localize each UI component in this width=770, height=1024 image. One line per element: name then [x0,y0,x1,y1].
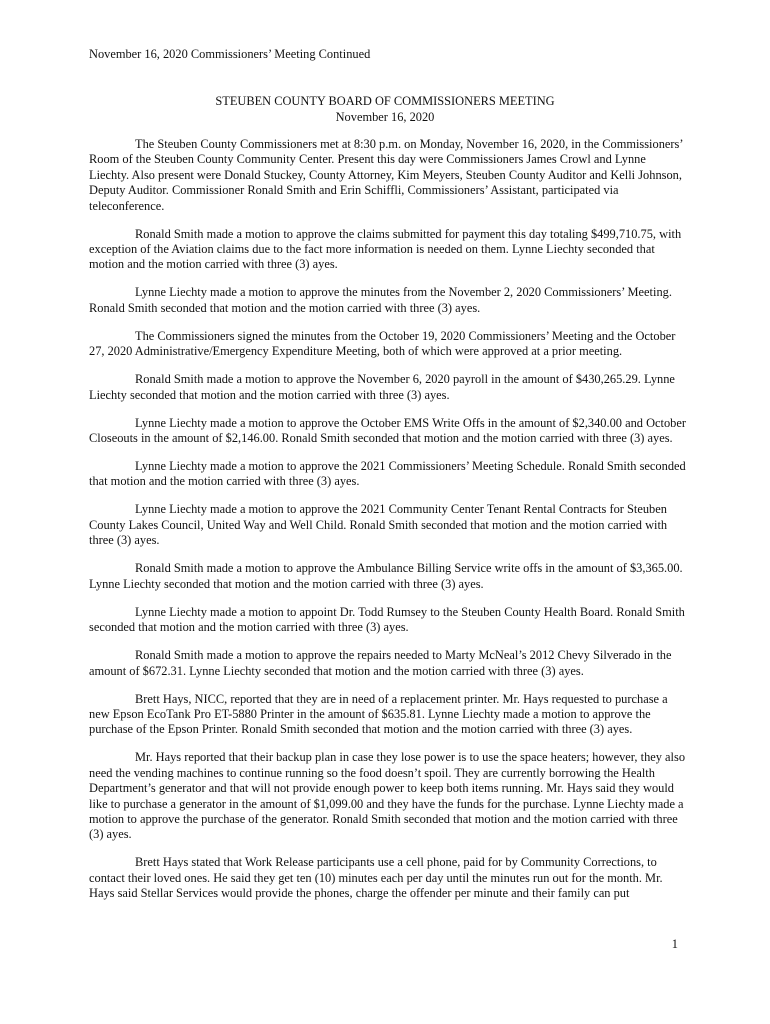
paragraph-health-board: Lynne Liechty made a motion to appoint Dr. Todd Rumsey to the Steuben County Health Board. Ronald Smith seconded that motion and the motion carried with three (3) ayes. [89,604,685,635]
paragraph-claims: Ronald Smith made a motion to approve the claims submitted for payment this day totaling $499,710.75, with exception of the Aviation claims due to the fact more information is needed on them. Lynne Liechty seconded that motion and the motion carried with three (3) ayes. [89,226,682,272]
meeting-title: STEUBEN COUNTY BOARD OF COMMISSIONERS MEETING [215,94,555,108]
paragraph-minutes-signed: The Commissioners signed the minutes from the October 19, 2020 Commissioners’ Meeting and the October 27, 2020 Administrative/Emergency Expenditure Meeting, both of which were approved at a prior meeting. [89,328,676,359]
paragraph-ems-write-offs: Lynne Liechty made a motion to approve the October EMS Write Offs in the amount of $2,340.00 and October Closeouts in the amount of $2,146.00. Ronald Smith seconded that motion and the motion carried with three (3) ayes. [89,415,686,446]
page-number: 1 [671,937,678,951]
paragraph-rental-contracts: Lynne Liechty made a motion to approve the 2021 Community Center Tenant Rental Contracts for Steuben County Lakes Council, United Way and Well Child. Ronald Smith seconded that motion and the motion carried with three (3) ayes. [89,502,668,548]
paragraph-minutes-approval: Lynne Liechty made a motion to approve the minutes from the November 2, 2020 Commissioners’ Meeting. Ronald Smith seconded that motion and the motion carried with three (3) ayes. [89,285,672,315]
paragraph-attendance: The Steuben County Commissioners met at 8:30 p.m. on Monday, November 16, 2020, in the Commissioners’ Room of the Steuben County Community Center. Present this day were Commissioners James Crowl and Lynne Liechty. Also present were Donald Stuckey, County Attorney, Kim Meyers, Steuben County Auditor and Kelli Johnson, Deputy Auditor. Commissioner Ronald Smith and Erin Schiffli, Commissioners’ Assistant, participated via teleconference. [89,137,683,213]
paragraph-printer: Brett Hays, NICC, reported that they are in need of a replacement printer. Mr. Hays requested to purchase a new Epson EcoTank Pro ET-5880 Printer in the amount of $635.81. Lynne Liechty made a motion to approve the purchase of the Epson Printer. Ronald Smith seconded that motion and the motion carried with three (3) ayes. [89,691,668,737]
meeting-title-block [0,94,770,125]
running-header: November 16, 2020 Commissioners’ Meeting Continued [89,47,371,61]
minutes-body [89,137,687,914]
meeting-date: November 16, 2020 [335,109,435,124]
paragraph-work-release-phones: Brett Hays stated that Work Release participants use a cell phone, paid for by Community Corrections, to contact their loved ones. He said they get ten (10) minutes each per day until the minutes run out for the month. Mr. Hays said Stellar Services would provide the phones, charge the offender per minute and their family can put [89,855,663,901]
paragraph-generator: Mr. Hays reported that their backup plan in case they lose power is to use the space heaters; however, they also need the vending machines to continue running so the food doesn’t spoil. They are currently borrowing the Health Department’s generator and that will not provide enough power to keep both items running. Mr. Hays said they would like to purchase a generator in the amount of $1,099.00 and they have the funds for the purchase. Lynne Liechty made a motion to approve the purchase of the generator. Ronald Smith seconded that motion and the motion carried with three (3) ayes. [89,750,686,842]
paragraph-vehicle-repairs: Ronald Smith made a motion to approve the repairs needed to Marty McNeal’s 2012 Chevy Silverado in the amount of $672.31. Lynne Liechty seconded that motion and the motion carried with three (3) ayes. [89,648,672,678]
paragraph-payroll: Ronald Smith made a motion to approve the November 6, 2020 payroll in the amount of $430,265.29. Lynne Liechty seconded that motion and the motion carried with three (3) ayes. [89,372,675,402]
paragraph-meeting-schedule: Lynne Liechty made a motion to approve the 2021 Commissioners’ Meeting Schedule. Ronald Smith seconded that motion and the motion carried with three (3) ayes. [89,459,686,489]
paragraph-ambulance-billing: Ronald Smith made a motion to approve the Ambulance Billing Service write offs in the amount of $3,365.00. Lynne Liechty seconded that motion and the motion carried with three (3) ayes. [89,561,683,591]
